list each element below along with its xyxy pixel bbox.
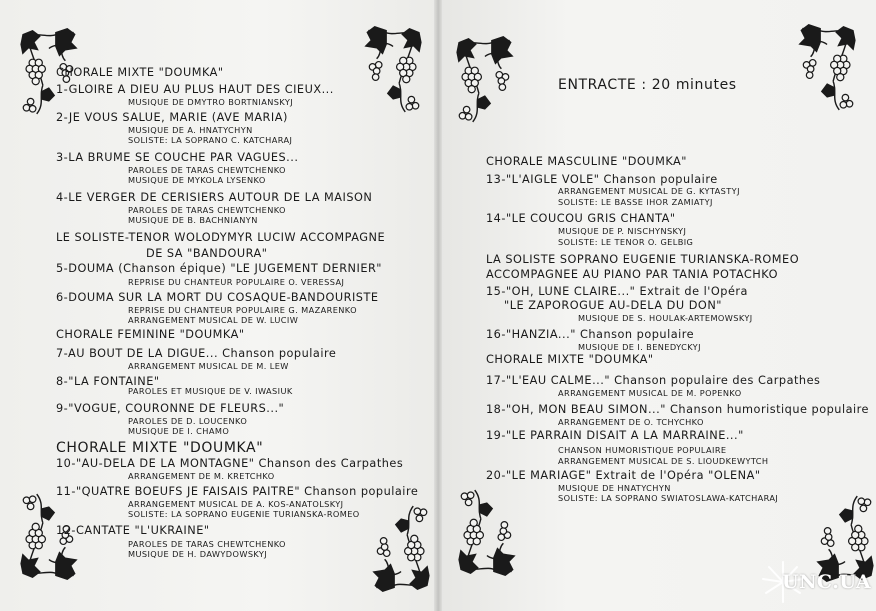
watermark-text: UNC.UA [782, 571, 872, 593]
right_page-line: "LE ZAPOROGUE AU-DELA DU DON" [504, 299, 722, 312]
left_page-line: MUSIQUE DE H. DAWYDOWSKYJ [128, 549, 268, 559]
left_page-line: PAROLES DE TARAS CHEWTCHENKO [128, 205, 286, 215]
left_page-line: CHORALE FEMININE "DOUMKA" [56, 328, 245, 341]
right_page-line: SOLISTE: LE TENOR O. GELBIG [558, 237, 694, 247]
left_page-line: PAROLES DE TARAS CHEWTCHENKO [128, 165, 286, 175]
right_page-line: ACCOMPAGNEE AU PIANO PAR TANIA POTACHKO [486, 268, 778, 281]
left_page-line: REPRISE DU CHANTEUR POPULAIRE G. MAZARENKO [128, 305, 357, 315]
right_page-line: ARRANGEMENT MUSICAL DE S. LIOUDKEWYTCH [558, 456, 769, 466]
right_page-line: 19-"LE PARRAIN DISAIT A LA MARRAINE..." [486, 429, 744, 442]
left_page-line: 11-"QUATRE BOEUFS JE FAISAIS PAITRE" Chanson populaire [56, 485, 419, 498]
left_page-line: 1-GLOIRE A DIEU AU PLUS HAUT DES CIEUX... [56, 83, 334, 96]
right_page-line: 14-"LE COUCOU GRIS CHANTA" [486, 212, 676, 225]
left_page-line: CHORALE MIXTE "DOUMKA" [56, 66, 224, 79]
right_page-line: ARRANGEMENT MUSICAL DE M. POPENKO [558, 388, 742, 398]
right_page-line: ARRANGEMENT MUSICAL DE G. KYTASTYJ [558, 186, 740, 196]
right_page-line: SOLISTE: LE BASSE IHOR ZAMIATYJ [558, 197, 713, 207]
right_page-line: ENTRACTE : 20 minutes [558, 77, 737, 93]
grape-vine-icon [370, 500, 432, 592]
right_page-line: 20-"LE MARIAGE" Extrait de l'Opéra "OLENA" [486, 469, 761, 482]
left_page-line: PAROLES DE D. LOUCENKO [128, 416, 248, 426]
left_page-line: SOLISTE: LA SOPRANO EUGENIE TURIANSKA-ROMEO [128, 509, 360, 519]
left_page-line: MUSIQUE DE MYKOLA LYSENKO [128, 175, 266, 185]
right_page-line: 15-"OH, LUNE CLAIRE..." Extrait de l'Opéra [486, 285, 748, 298]
left_page-line: 6-DOUMA SUR LA MORT DU COSAQUE-BANDOURISTE [56, 291, 379, 304]
right_page-line: CHORALE MIXTE "DOUMKA" [486, 353, 654, 366]
left_page-line: 4-LE VERGER DE CERISIERS AUTOUR DE LA MAISON [56, 191, 373, 204]
left_page-line: 3-LA BRUME SE COUCHE PAR VAGUES... [56, 151, 299, 164]
right_page-line: MUSIQUE DE P. NISCHYNSKYJ [558, 226, 687, 236]
left_page-line: ARRANGEMENT MUSICAL DE A. KOS-ANATOLSKYJ [128, 499, 344, 509]
left_page-line: 9-"VOGUE, COURONNE DE FLEURS..." [56, 402, 285, 415]
left_page-line: MUSIQUE DE B. BACHNIANYN [128, 215, 258, 225]
right_page-line: 16-"HANZIA..." Chanson populaire [486, 328, 695, 341]
right_page-line: LA SOLISTE SOPRANO EUGENIE TURIANSKA-ROMEO [486, 253, 800, 266]
watermark-logo [760, 559, 872, 605]
right_page-line: ARRANGEMENT DE O. TCHYCHKO [558, 417, 704, 427]
right_page-line: 18-"OH, MON BEAU SIMON..." Chanson humoristique populaire [486, 403, 870, 416]
right_page-line: MUSIQUE DE S. HOULAK-ARTEMOWSKYJ [578, 313, 753, 323]
left_page-line: 5-DOUMA (Chanson épique) "LE JUGEMENT DERNIER" [56, 262, 383, 275]
grape-vine-icon [456, 484, 518, 576]
left_page-line: ARRANGEMENT DE M. KRETCHKO [128, 471, 275, 481]
left_page-line: REPRISE DU CHANTEUR POPULAIRE O. VERESSAJ [128, 277, 345, 287]
grape-vine-icon [454, 36, 516, 128]
left_page-line: PAROLES ET MUSIQUE DE V. IWASIUK [128, 386, 293, 396]
left_page-line: LE SOLISTE-TENOR WOLODYMYR LUCIW ACCOMPAGNE [56, 231, 386, 244]
left_page-line: MUSIQUE DE I. CHAMO [128, 426, 230, 436]
left_page-line: 10-"AU-DELA DE LA MONTAGNE" Chanson des Carpathes [56, 457, 404, 470]
left_page-line: ARRANGEMENT MUSICAL DE M. LEW [128, 361, 289, 371]
right_page-line: SOLISTE: LA SOPRANO SWIATOSLAWA-KATCHARAJ [558, 493, 779, 503]
page-fold [434, 0, 442, 611]
left_page-line: SOLISTE: LA SOPRANO C. KATCHARAJ [128, 135, 293, 145]
left_page-line: CHORALE MIXTE "DOUMKA" [56, 440, 264, 456]
left_page-line: 12-CANTATE "L'UKRAINE" [56, 524, 210, 537]
right_page-line: 13-"L'AIGLE VOLE" Chanson populaire [486, 173, 718, 186]
left_page-line: 8-"LA FONTAINE" [56, 375, 160, 388]
left_page-line: MUSIQUE DE A. HNATYCHYN [128, 125, 253, 135]
left_page-line: 2-JE VOUS SALUE, MARIE (AVE MARIA) [56, 111, 288, 124]
left_page-line: 7-AU BOUT DE LA DIGUE... Chanson populaire [56, 347, 337, 360]
right_page-line: CHORALE MASCULINE "DOUMKA" [486, 155, 687, 168]
left_page-line: MUSIQUE DE DMYTRO BORTNIANSKYJ [128, 97, 294, 107]
right_page-line: MUSIQUE DE HNATYCHYN [558, 483, 671, 493]
left_page-line: PAROLES DE TARAS CHEWTCHENKO [128, 539, 286, 549]
left_page-line: DE SA "BANDOURA" [146, 247, 268, 260]
grape-vine-icon [362, 26, 424, 118]
right_page-line: CHANSON HUMORISTIQUE POPULAIRE [558, 445, 727, 455]
right_page-line: MUSIQUE DE I. BENEDYCKYJ [578, 342, 701, 352]
grape-vine-icon [796, 24, 858, 116]
left_page-line: ARRANGEMENT MUSICAL DE W. LUCIW [128, 315, 299, 325]
right_page-line: 17-"L'EAU CALME..." Chanson populaire des Carpathes [486, 374, 821, 387]
